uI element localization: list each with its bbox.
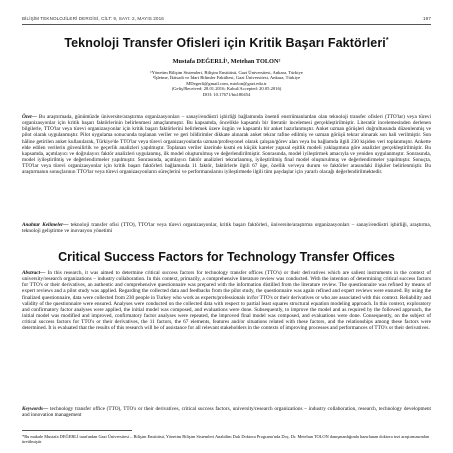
turkish-keywords-text: teknoloji transfer ofisi (TTO), TTO'lar veya türevi organizasyonlar, kritik başarı faktörleri, üniversite/araştırma organizasyonları – sanayi/endüstri işbirliği, araştırma, teknoloji geliştirme ve inovasyon yönetimi [22, 222, 431, 235]
footnote-rule [22, 430, 132, 431]
turkish-abstract-text: Bu araştırmada, günümüzde üniversite/araştırma organizasyonları – sanayi/endüstri işbirliği bağlamında önemli enstrümanlardan olan teknoloji transfer ofisleri (TTO'lar) veya türevi organizasyonlar için kritik başarı faktörlerinin belirlenmesi amaçlanmıştır. Bu kapsamda, öncelikle kapsamlı bir literatür incelemesi gerçekleştirilmiştir. Literatür incelemesinden derlenen bilgilerle, TTO'lar veya türevi organizasyonlar için kritik başarı faktörlerini belirlemek üzere özgün ve kapsamlı bir anket hazırlanmıştır. Anket uzman görüşleri doğrultusunda düzenlenmiş ve pilot olarak uygulanmıştır. Pilot uygulama sonucunda toplanan veriler ve geri bildirimler dikkate alınarak anket tekrar rafine edilmiş ve uzman görüşü tekrar alınarak son hali verilmiştir. Son hâline getirilen anket kullanılarak, Türkiye'de TTO'lar veya türevi organizasyonlarda uzman/profesyonel olarak çalışan/görev alan veya bu bağlamda ilgili 230 kişiden veri toplanmıştır. Ankette elde edilen verilerin güvenilirlik ve geçerlik analizleri yapılmıştır. Toplanan veriler üzerinde kısmi en küçük kareler yapısal eşitlik modeli yaklaşımına göre analizler gerçekleştirilmiştir. Bu kapsamda, açımlayıcı ve doğrulayıcı faktör analizleri uygulanmış, ilk model oluşturulmuş ve değerlendirilmiştir. Sonrasında, model iyileştirmek amacıyla ve yeniden uygulanmıştır. Sonrasında, model iyileştirilmiş ve değerlendirmeler yapılmıştır. Sonrasında, açımlayıcı faktör analizleri tekrarlanmış, iyileştirilmiş final model oluşturulmuş ve değerlendirmeler yapılmıştır. Sonuçta, TTO'lar veya türevi organizasyonlar için kritik başarı faktörleri bağlamında 11 faktör, faktörlerle ilgili 67 öge, özellik ve/veya durum ve faktörler arasındaki ilişkiler belirlenmiştir. Bu araştırmanın sonuçlarının TTO'lar veya türevi organizasyonların süreçlerini ve performanslarını iyileştirmede ilgili tüm paydaşlar için yararlı olacağı değerlendirilmektedir. [22, 114, 432, 176]
authors: Mustafa DEĞERLİ¹, Metehan TOLON² [172, 58, 281, 65]
header-rule [22, 24, 431, 25]
affiliation-line: ¹Yönetim Bilişim Sistemleri, Bilişim Enstitüsü, Gazi Üniversitesi, Ankara, Türkiye [150, 70, 303, 75]
turkish-keywords-label: Anahtar Kelimeler— [22, 222, 69, 228]
journal-name: BİLİŞİM TEKNOLOJİLERİ DERGİSİ, CİLT: 9, SAYI: 2, MAYIS 2016 [22, 15, 164, 21]
english-abstract-text: In this research, it was aimed to determine critical success factors for technology transfer offices (TTO's) or their derivatives which are salient instruments in the context of university/research organizations – industry collaboration. In this context, primarily, a comprehensive literature review was conducted. With the intention of determining critical success factors for TTO's or their derivatives, an authentic and comprehensive questionnaire was prepared with the information distilled from the literature review. The questionnaire was refined by means of expert reviews and a pilot study was applied. Regarding the collected data and feedbacks from the pilot study, the questionnaire was again refined and expert reviews were ensured. By using the finalized questionnaire, data were collected from 230 people in Turkey who work as experts/professionals in/for TTO's or their derivatives or who are associated with this context. Reliability and validity of the questionnaire were ensured. Analyses were conducted on the collected data with respect to partial least squares structural equation modeling approach. In this context, exploratory and confirmatory factor analyses were applied, the initial model was composed, and evaluations were done. Subsequently, to improve the model and as required by the followed approach, the initial model was modified and improved, confirmatory factor analyses were repeated, the improved final model was composed, and evaluations were done. Consequently, on the subject of critical success factors for TTO's or their derivatives, the 11 factors, the 67 elements, features and/or situations related with these factors, and the relationships among these factors were determined. It is evaluated that the results of this research will be of assistance for all relevant stakeholders in the contexts of improving processes and performances of TTO's or their derivatives. [22, 270, 431, 332]
turkish-title [22, 36, 431, 50]
turkish-keywords [22, 222, 431, 234]
english-abstract-label: Abstract— [22, 270, 46, 276]
title-footnote-mark: * [385, 36, 389, 44]
turkish-title-text: Teknoloji Transfer Ofisleri için Kritik Başarı Faktörleri [64, 36, 386, 50]
turkish-abstract-label: Özet— [22, 114, 37, 120]
affiliations [60, 70, 393, 97]
english-keywords-label: Keywords— [22, 406, 49, 412]
running-header [22, 14, 431, 22]
received-accepted-dates: (Geliş/Received: 28.01.2016; Kabul/Accepted: 20.05.2016) [171, 86, 282, 92]
turkish-abstract [22, 114, 431, 176]
english-title: Critical Success Factors for Technology Transfer Offices [58, 250, 395, 264]
english-keywords [22, 406, 431, 418]
doi: DOI: 10.17671/btd.80454 [202, 91, 251, 97]
english-keywords-text: technology transfer office (TTO), TTO's or their derivatives, critical success factors, university/research organizations – industry collaboration, research, technology development and innovation management [22, 406, 431, 419]
english-abstract [22, 270, 431, 332]
author-emails: MDegerli@gmail.com, mtolon@gazi.edu.tr [186, 80, 267, 86]
page-number: 197 [423, 15, 431, 21]
footnote: *Bu makale Mustafa DEĞERLİ tarafından Gazi Üniversitesi – Bilişim Enstitüsü, Yönetim Bilişim Sistemleri Anabilim Dalı Doktora Programı'nda Doç. Dr. Metehan TOLON danışmanlığında hazırlanan doktora tezi araştırmasından üretilmiştir [22, 434, 430, 445]
affiliation-line: ²İşletme, İktisadi ve İdari Bilimler Fakültesi, Gazi Üniversitesi, Ankara, Türkiye [152, 75, 301, 81]
